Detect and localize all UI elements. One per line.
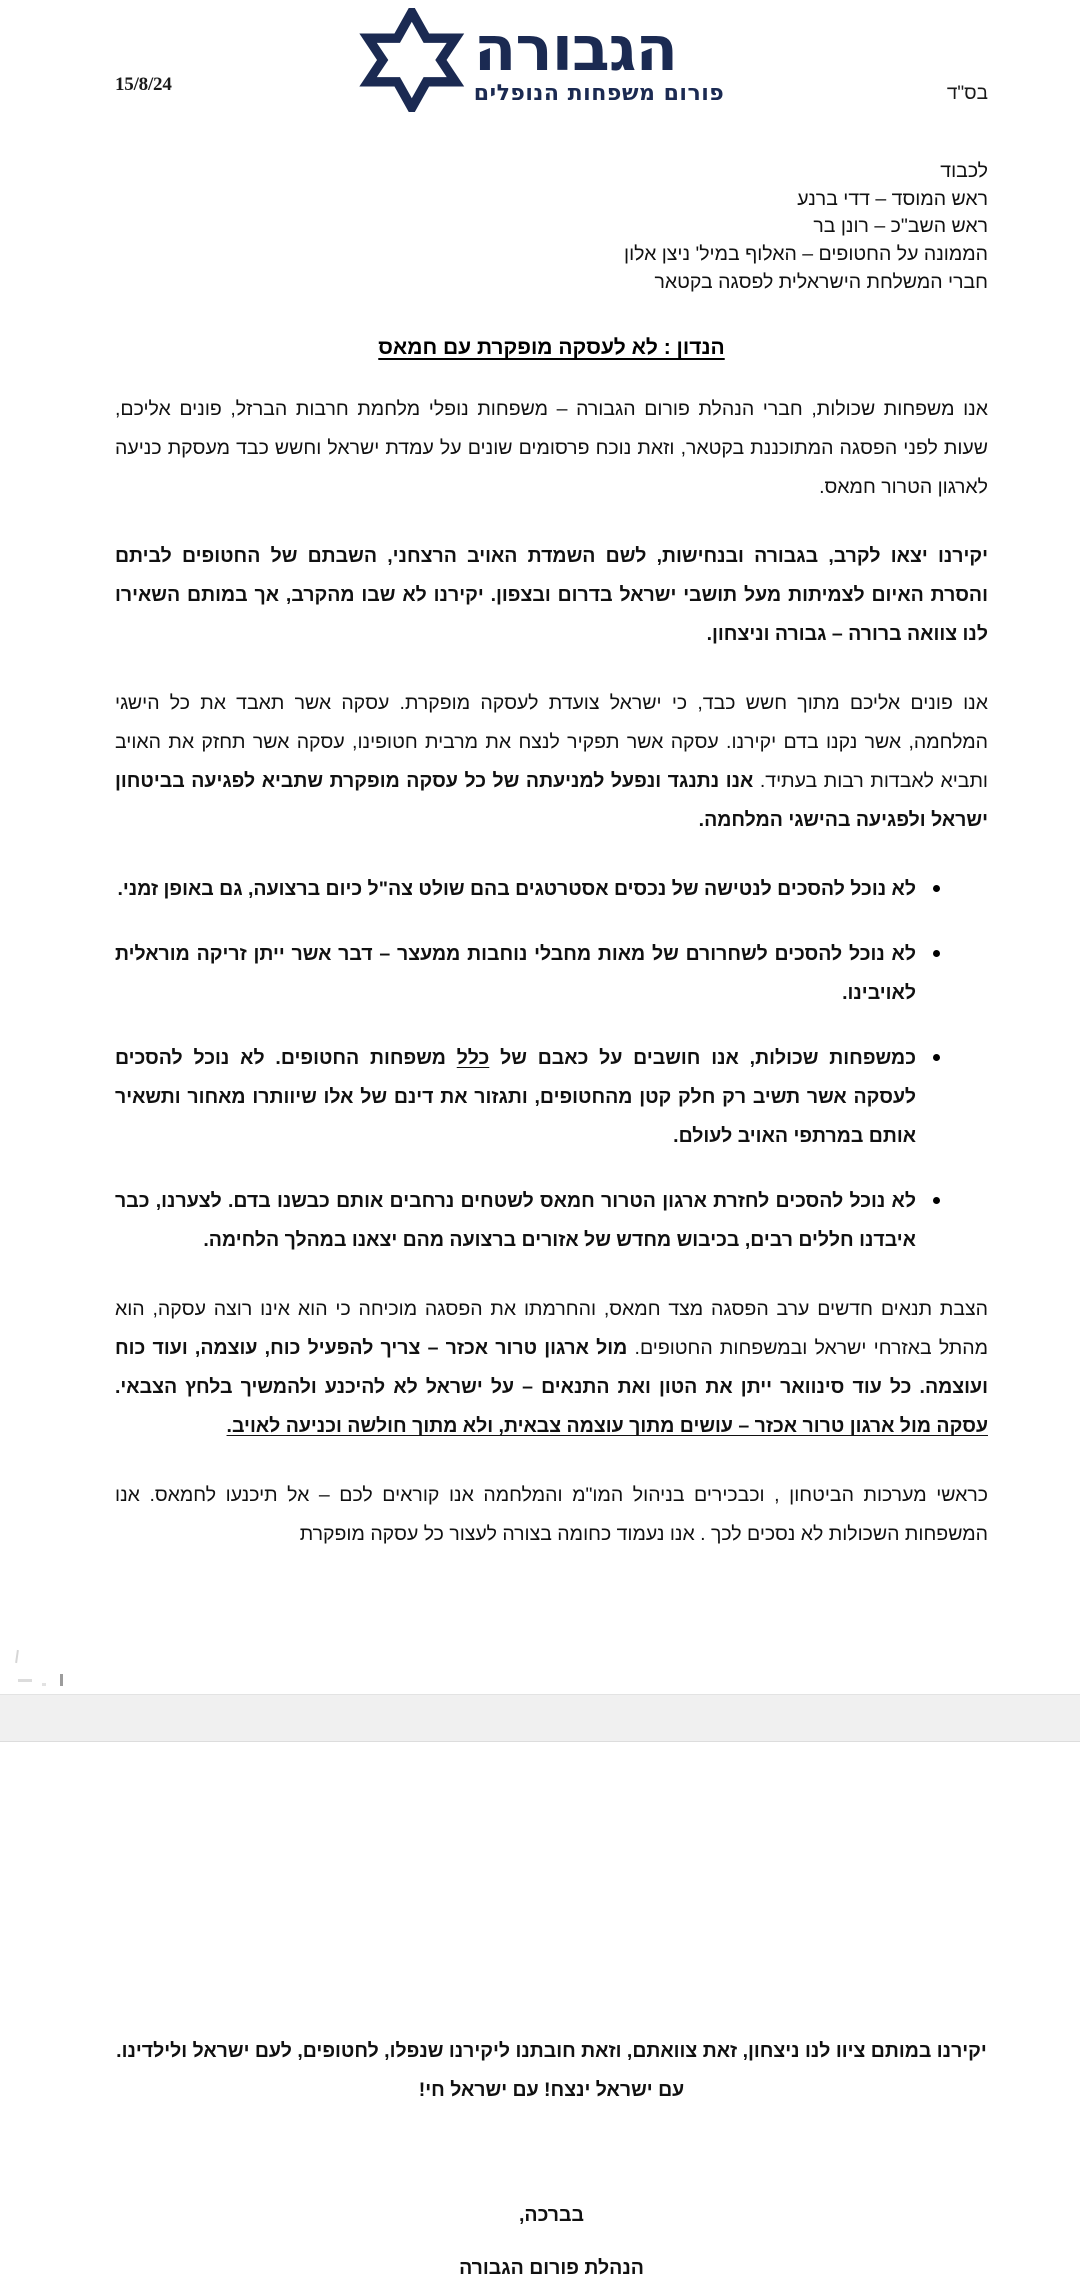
objection-partial-hostages-b: משפחות החטופים. לא נוכל להסכים לעסקה אשר תשיב רק חלק קטן מהחטופים, ותגזור את דינם של אלו שיוותרו מאחור ותשאיר אותם במרתפי האויב לעולם.: [115, 1047, 916, 1148]
scan-artifact: [60, 1674, 63, 1686]
paragraph-concern-emphasis: אנו נתנגד ונפעל למניעתה של כל עסקה מופקרת שתביא לפגיעה בביטחון ישראל ולפגיעה בהישגי המלחמה.: [115, 770, 988, 832]
list-item: [115, 935, 942, 1013]
salutation: לכבוד: [940, 160, 988, 182]
paragraph-force-argument: [115, 1290, 988, 1446]
paragraph-force-emphasis: מול ארגון טרור אכזר – צריך להפעיל כוח, עוצמה, ועוד כוח ועוצמה. כל עוד סינוואר ייתן את הטון ואת התנאים – על ישראל לא להיכנע ולהמשיך בלחץ הצבאי.: [115, 1337, 988, 1399]
list-item: [115, 870, 942, 909]
page-break-separator: [0, 1650, 1080, 1712]
logo-wordmark: [474, 6, 724, 106]
signoff-greeting: בברכה,: [518, 2204, 584, 2227]
document-date: 15/8/24: [115, 74, 172, 95]
recipient-shabak-chief: ראש השב"כ – רונן בר: [813, 215, 988, 238]
page-gutter: [0, 1694, 1080, 1742]
paragraph-force-underlined: עסקה מול ארגון טרור אכזר – עושים מתוך עוצמה צבאית, ולא מתוך חולשה וכניעה לאויב.: [226, 1415, 988, 1438]
paragraph-intro: אנו משפחות שכולות, חברי הנהלת פורום הגבורה – משפחות נופלי מלחמת חרבות הברזל, פונים אליכם, שעות לפני הפסגה המתוכננת בקטאר, וזאת נוכח פרסומים שונים על עמדת ישראל וחשש כבד מעסקת כניעה לארגון הטרור חמאס.: [115, 398, 988, 499]
logo-title: הגבורה: [473, 12, 678, 85]
scan-artifact: [18, 1679, 32, 1682]
subject-line: הנדון : לא לעסקה מופקרת עם חמאס: [378, 336, 725, 360]
paragraph-concern-plain: אנו פונים אליכם מתוך חשש כבד, כי ישראל צועדת לעסקה מופקרת. עסקה אשר תאבד את כל הישגי המלחמה, אשר נקנו בדם יקירנו. עסקה אשר תפקיר לנצח את מרבית חטופינו, עסקה אשר תחזק את האויב ותביא לאבדות רבות בעתיד.: [115, 692, 988, 793]
objection-hamas-return: לא נוכל להסכים לחזרת ארגון הטרור חמאס לשטחים נרחבים אותם כבשנו בדם. לצערנו, כבר איבדנו חללים רבים, בכיבוש מחדש של אזורים ברצועה מהם יצאנו במהלך הלחימה.: [115, 1190, 916, 1252]
logo-tagline: פורום משפחות הנופלים: [473, 81, 725, 107]
closing-statement: יקירנו במותם ציוו לנו ניצחון, זאת צוואתם, וזאת חובתנו ליקירנו שנפלו, לחטופים, לעם ישראל ולילדינו. עם ישראל ינצח! עם ישראל חי!: [116, 2040, 987, 2102]
list-item: [115, 1182, 942, 1260]
objection-partial-hostages-a: כמשפחות שכולות, אנו חושבים על כאבם של: [489, 1047, 916, 1070]
document-header: [0, 0, 1080, 130]
recipient-mossad-chief: ראש המוסד – דדי ברנע: [797, 187, 988, 210]
document-body: [0, 158, 1080, 1554]
scan-artifact: [42, 1683, 46, 1686]
recipient-hostages-coordinator: הממונה על החטופים – האלוף במיל' ניצן אלון: [624, 243, 988, 266]
addressee-block: [115, 158, 988, 296]
signature-block: [115, 2196, 988, 2288]
paragraph-force-plain: הצבת תנאים חדשים ערב הפסגה מצד חמאס, והחרמתו את הפסגה מוכיחה כי הוא אינו רוצה עסקה, הוא מהתל באזרחי ישראל ובמשפחות החטופים.: [115, 1298, 988, 1360]
recipient-delegation-members: חברי המשלחת הישראלית לפסגה בקטאר: [654, 270, 988, 293]
organization-logo: [356, 6, 724, 112]
star-of-david-icon: [356, 8, 468, 112]
objection-partial-hostages-underline: כלל: [456, 1047, 490, 1070]
document-closing: [0, 2032, 1080, 2288]
objections-list: [115, 870, 988, 1260]
paragraph-concern: [115, 684, 988, 840]
signoff-organization: הנהלת פורום הגבורה: [459, 2257, 644, 2280]
bsd-inscription: בס"ד: [946, 83, 988, 104]
scan-artifact: [15, 1650, 19, 1663]
objection-strategic-assets: לא נוכל להסכים לנטישה של נכסים אסטרטגים בהם שולט צה"ל כיום ברצועה, גם באופן זמני.: [117, 878, 916, 901]
objection-prisoner-release: לא נוכל להסכים לשחרורם של מאות מחבלי נוחבות ממעצר – דבר אשר ייתן זריקה מוראלית לאויבינו.: [115, 943, 916, 1005]
paragraph-fallen-legacy: יקירנו יצאו לקרב, בגבורה ובנחישות, לשם השמדת האויב הרצחני, השבתם של החטופים לביתם והסרת האיום לצמיתות מעל תושבי ישראל בדרום ובצפון. יקירנו לא שבו מהקרב, אך במותם השאירו לנו צוואה ברורה – גבורה וניצחון.: [115, 545, 988, 646]
list-item: [115, 1039, 942, 1156]
paragraph-appeal: כראשי מערכות הביטחון , וכבכירים בניהול המו"מ והמלחמה אנו קוראים לכם – אל תיכנעו לחמאס. אנו המשפחות השכולות לא נסכים לכך . אנו נעמוד כחומה בצורה לעצור כל עסקה מופקרת: [115, 1484, 988, 1546]
